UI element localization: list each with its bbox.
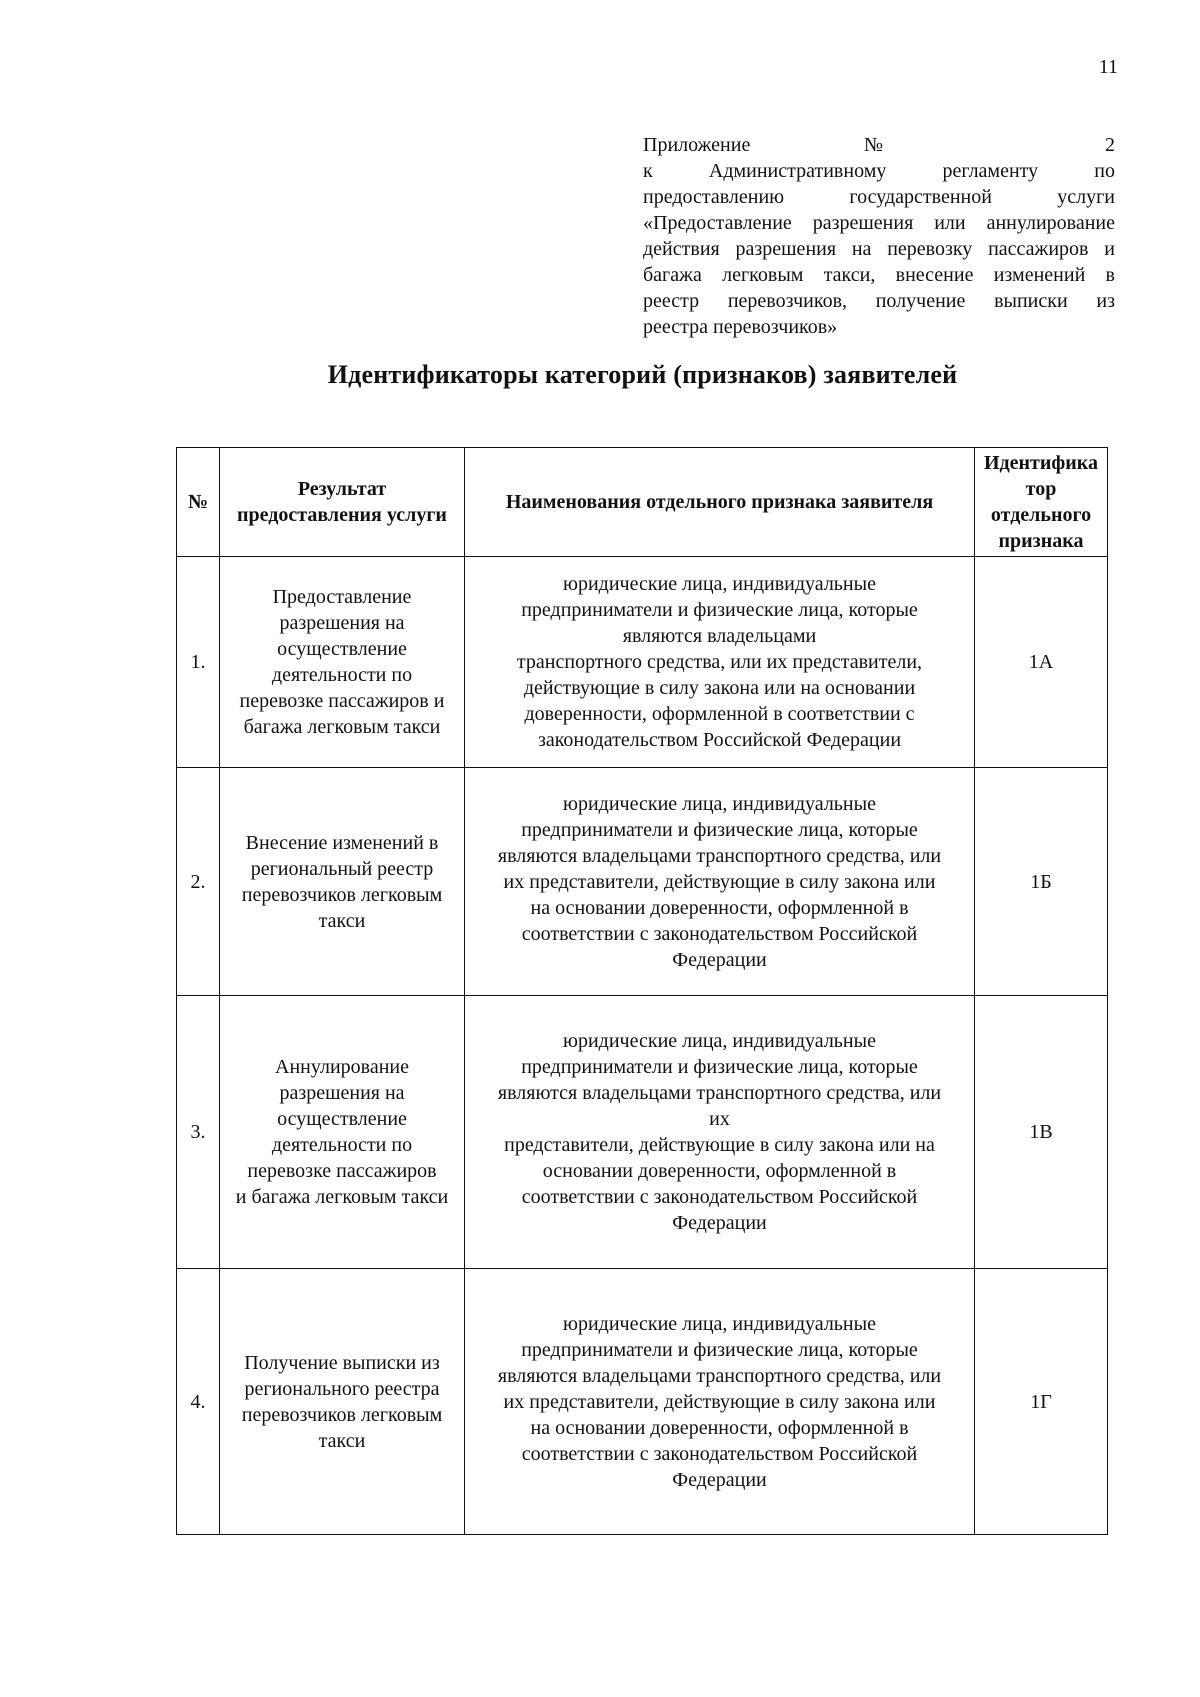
header-identifier-line: отдельного [990, 504, 1092, 526]
result-line: Аннулирование [275, 1056, 409, 1078]
header-identifier-line: признака [998, 530, 1084, 552]
appendix-line: реестра перевозчиков» [643, 316, 838, 338]
result-line: разрешения на [279, 1082, 405, 1104]
appendix-line: багажа легковым такси, внесение изменений в [643, 264, 1115, 286]
name-line: являются владельцами [622, 625, 817, 647]
header-result [220, 448, 465, 557]
name-line: предприниматели и физические лица, которые [521, 599, 918, 621]
identifiers-table [176, 447, 1108, 1535]
table-row [177, 768, 1108, 996]
row-number: 2. [177, 768, 220, 996]
appendix-line: «Предоставление разрешения или аннулирование [643, 212, 1115, 234]
name-line: Федерации [672, 1212, 767, 1234]
header-identifier [975, 448, 1108, 557]
name-line: их [709, 1108, 730, 1130]
table-row [177, 1269, 1108, 1535]
result-line: осуществление [277, 1108, 407, 1130]
name-line: предприниматели и физические лица, которые [521, 818, 918, 841]
table-row [177, 557, 1108, 768]
result-line: перевозке пассажиров и [239, 690, 445, 712]
appendix-line: предоставлению государственной услуги [643, 186, 1115, 208]
row-result [220, 996, 465, 1269]
row-attribute-name [465, 996, 975, 1269]
result-line: осуществление [277, 638, 407, 660]
name-line: предприниматели и физические лица, которые [521, 1056, 918, 1078]
name-line: на основании доверенности, оформленной в [530, 1416, 909, 1439]
row-number: 4. [177, 1269, 220, 1535]
row-identifier: 1Г [975, 1269, 1108, 1535]
name-line: их представители, действующие в силу закона или [503, 870, 936, 893]
name-line: Федерации [672, 948, 767, 971]
name-line: действующие в силу закона или на основании [523, 677, 916, 699]
name-line: их представители, действующие в силу закона или [503, 1390, 936, 1413]
header-identifier-line: Идентифика [983, 452, 1098, 474]
row-attribute-name [465, 768, 975, 996]
row-identifier: 1Б [975, 768, 1108, 996]
header-identifier-line: тор [1025, 478, 1057, 500]
name-line: транспортного средства, или их представители, [516, 651, 923, 673]
row-number: 1. [177, 557, 220, 768]
result-line: Внесение изменений в [245, 831, 439, 854]
name-line: предприниматели и физические лица, которые [521, 1338, 918, 1361]
result-line: перевозчиков легковым [241, 1403, 443, 1426]
name-line: юридические лица, индивидуальные [563, 1030, 876, 1052]
row-number: 3. [177, 996, 220, 1269]
name-line: юридические лица, индивидуальные [563, 573, 876, 595]
result-line: Получение выписки из [244, 1351, 440, 1374]
name-line: представители, действующие в силу закона или на [504, 1134, 935, 1156]
row-attribute-name [465, 1269, 975, 1535]
row-identifier: 1А [975, 557, 1108, 768]
name-line: основании доверенности, оформленной в [542, 1160, 897, 1182]
result-line: регионального реестра [244, 1377, 440, 1400]
name-line: Федерации [672, 1468, 767, 1491]
name-line: на основании доверенности, оформленной в [530, 896, 909, 919]
name-line: законодательством Российской Федерации [537, 729, 902, 751]
appendix-line: действия разрешения на перевозку пассажиров и [643, 238, 1115, 260]
result-line: багажа легковым такси [243, 716, 441, 738]
name-line: соответствии с законодательством Российской [521, 1186, 918, 1208]
row-result [220, 768, 465, 996]
row-result [220, 1269, 465, 1535]
result-line: перевозчиков легковым [241, 883, 443, 906]
name-line: соответствии с законодательством Российской [521, 922, 918, 945]
header-attribute-name: Наименования отдельного признака заявителя [465, 448, 975, 557]
name-line: являются владельцами транспортного средства, или [497, 1082, 942, 1104]
result-line: и багажа легковым такси [235, 1186, 449, 1208]
header-number: № [177, 448, 220, 557]
appendix-header [643, 132, 1115, 340]
result-line: Предоставление [272, 586, 412, 608]
table-row [177, 996, 1108, 1269]
result-line: такси [318, 1429, 366, 1452]
name-line: юридические лица, индивидуальные [563, 1312, 876, 1335]
document-title: Идентификаторы категорий (признаков) заявителей [327, 360, 958, 389]
appendix-line: к Административному регламенту по [643, 160, 1115, 182]
result-line: такси [318, 909, 366, 932]
header-result-line: Результат [297, 478, 387, 500]
name-line: соответствии с законодательством Российской [521, 1442, 918, 1465]
name-line: доверенности, оформленной в соответствии с [524, 703, 915, 725]
page-number: 11 [1098, 56, 1118, 78]
result-line: деятельности по [271, 1134, 413, 1156]
appendix-line: Приложение № 2 [643, 134, 1115, 156]
result-line: деятельности по [271, 664, 413, 686]
table-header-row [177, 448, 1108, 557]
row-attribute-name [465, 557, 975, 768]
row-identifier: 1В [975, 996, 1108, 1269]
appendix-line: реестр перевозчиков, получение выписки из [643, 290, 1115, 312]
result-line: разрешения на [279, 612, 405, 634]
row-result [220, 557, 465, 768]
result-line: региональный реестр [250, 857, 434, 880]
name-line: юридические лица, индивидуальные [563, 792, 876, 815]
name-line: являются владельцами транспортного средства, или [497, 1364, 942, 1387]
header-result-line: предоставления услуги [237, 504, 447, 526]
name-line: являются владельцами транспортного средства, или [497, 844, 942, 867]
result-line: перевозке пассажиров [247, 1160, 437, 1182]
